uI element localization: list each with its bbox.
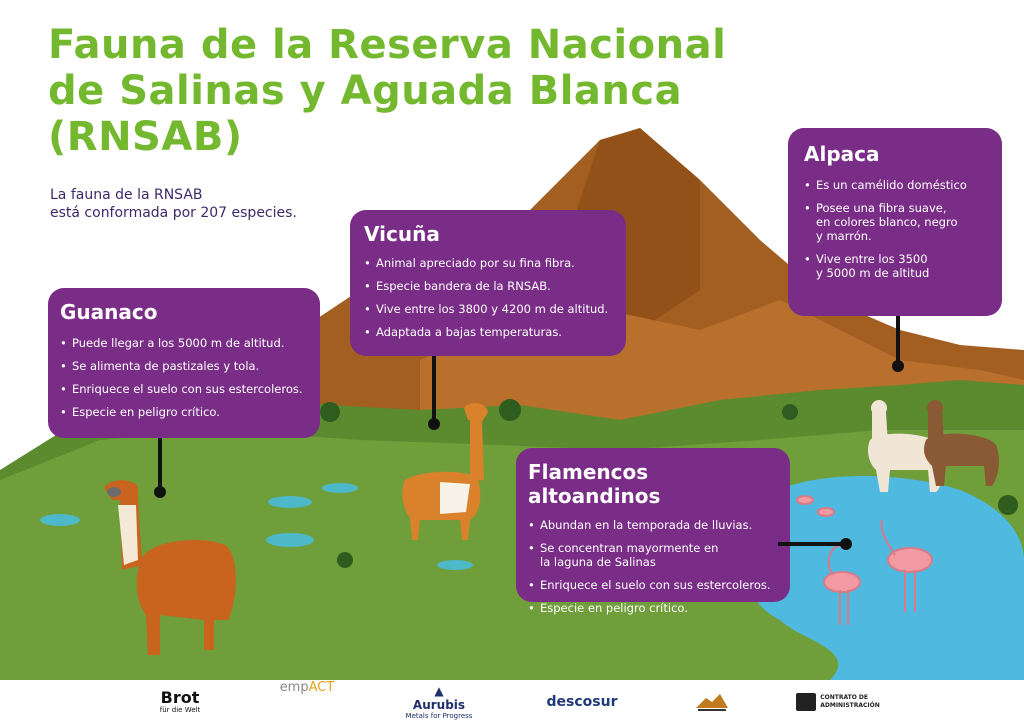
reserve-emblem-logo [690,680,734,724]
pond [266,533,314,547]
flamencos-fact: • Especie en peligro crítico. [528,601,778,615]
flamencos-connector-dot [840,538,852,550]
guanaco-card [48,288,320,438]
aurubis-logo-sub: Metals for Progress [405,711,473,720]
contrato-line-2: ADMINISTRACIÓN [820,702,880,709]
empact-logo-part2: ACT [308,680,335,695]
flamencos-facts-list [528,518,778,615]
alpaca-facts-list [804,178,988,280]
shrub [337,552,353,568]
alpaca-connector-line [896,316,900,364]
contrato-text [820,694,880,710]
brot-logo [150,680,210,724]
flamencos-fact: • Enriquece el suelo con sus estercoleros. [528,578,778,592]
shrub [320,402,340,422]
alpaca-fact: • Vive entre los 3500 y 5000 m de altitud [804,252,988,280]
subtitle-line-1: La fauna de la RNSAB [50,187,203,203]
vicuna-connector-line [432,356,436,420]
page-subtitle [50,186,370,222]
vicuna-facts-list [364,256,612,339]
flamencos-fact: • Se concentran mayormente en la laguna de Salinas [528,541,778,569]
vicuna-fact: • Especie bandera de la RNSAB. [364,279,612,293]
pond [437,560,473,570]
shrub [499,399,521,421]
vicuna-card [350,210,626,356]
alpaca-fact: • Es un camélido doméstico [804,178,988,192]
partner-logos-footer [0,680,1024,724]
flamencos-card [516,448,790,615]
empact-logo-part1: emp [279,680,309,695]
descosur-logo [536,680,628,724]
vicuna-card-title: Vicuña [364,222,440,246]
alpaca-card-title: Alpaca [804,142,880,166]
guanaco-card-title: Guanaco [60,300,158,324]
vicuna-connector-dot [428,418,440,430]
brot-logo-sub: für die Welt [159,705,201,714]
alpaca-fact: • Posee una fibra suave, en colores blanco, negro y marrón. [804,201,988,243]
vicuna-fact: • Adaptada a bajas temperaturas. [364,325,612,339]
page-title: Fauna de la Reserva Nacional de Salinas y Aguada Blanca (RNSAB) [48,22,727,160]
subtitle-line-2: está conformada por 207 especies. [50,205,297,221]
guanaco-facts-list [60,336,306,419]
flamencos-card-title: Flamencos altoandinos [528,460,661,508]
pond [322,483,358,493]
pond [268,496,312,508]
vicuna-fact: • Animal apreciado por su fina fibra. [364,256,612,270]
aurubis-logo-text: Aurubis [412,697,466,712]
aurubis-logo [396,680,482,724]
shrub [998,495,1018,515]
pond [40,514,80,526]
guanaco-fact: • Enriquece el suelo con sus estercoleros. [60,382,306,396]
contrato-logo [786,680,890,724]
brot-logo-name: Brot [160,687,200,707]
vicuna-fact: • Vive entre los 3800 y 4200 m de altitud. [364,302,612,316]
guanaco-fact: • Puede llegar a los 5000 m de altitud. [60,336,306,350]
flamencos-fact: • Abundan en la temporada de lluvias. [528,518,778,532]
contrato-building-icon [796,693,816,711]
guanaco-connector-dot [154,486,166,498]
guanaco-fact: • Especie en peligro crítico. [60,405,306,419]
alpaca-connector-dot [892,360,904,372]
flamencos-connector-line [778,542,844,546]
contrato-line-1: CONTRATO DE [820,694,869,701]
guanaco-connector-line [158,438,162,490]
aurubis-triangle-icon: ▲ [434,683,444,698]
alpaca-card [788,128,1002,316]
empact-logo [272,680,342,724]
shrub [782,404,798,420]
reserve-emblem-icon [694,690,730,714]
guanaco-fact: • Se alimenta de pastizales y tola. [60,359,306,373]
descosur-logo-name: descosur [546,694,618,710]
aurubis-logo-name [413,684,465,712]
